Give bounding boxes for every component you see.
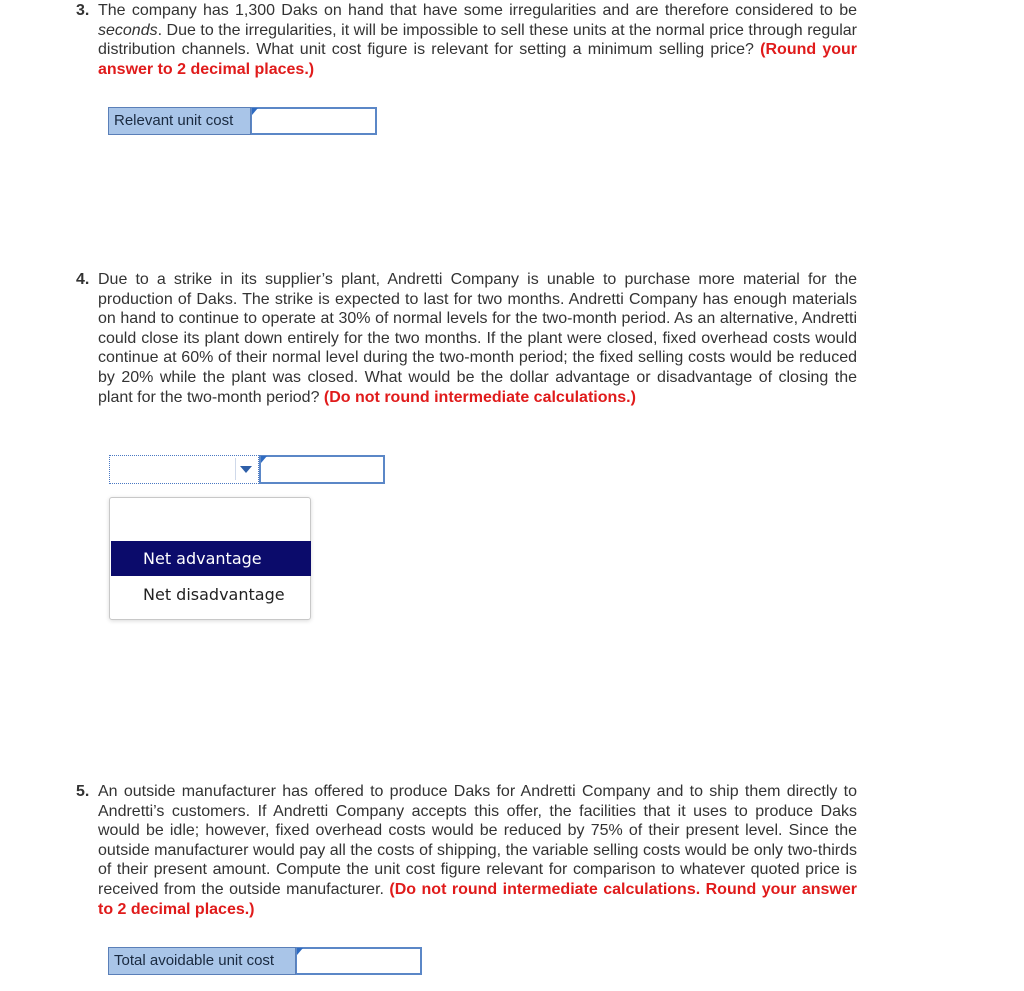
- advantage-dropdown-menu: [109, 497, 311, 620]
- select-toggle[interactable]: [235, 458, 256, 480]
- question-text: Due to a strike in its supplier’s plant, Andretti Company is unable to purchase more material for the production of Daks. The strike is expected to last for two months. Andretti Company has enough materials on hand to continue to operate at 30% of normal levels for the two-month period. As an alternative, Andretti could close its plant down entirely for the two months. If the plant were closed, fixed overhead costs would continue at 60% of their normal level during the two-month period; the fixed selling costs would be reduced by 20% while the plant was closed. What would be the dollar advantage or disadvantage of closing the plant for the two-month period? (Do not round intermediate calculations.): [98, 271, 857, 406]
- rounding-instruction: (Round your answer to 2 decimal places.): [98, 41, 858, 78]
- question-5: [76, 782, 857, 919]
- answer-row-relevant-unit-cost: [108, 107, 377, 135]
- total-avoidable-unit-cost-label: Total avoidable unit cost: [108, 947, 296, 975]
- flag-icon: [261, 456, 267, 463]
- total-avoidable-unit-cost-input-wrap: [296, 947, 422, 975]
- answer-row-total-avoidable-unit-cost: [108, 947, 422, 975]
- question-text: The company has 1,300 Daks on hand that have some irregularities and are therefore considered to be seconds. Due to the irregularities, it will be impossible to sell these units at the normal price through regular distribution channels. What unit cost figure is relevant for setting a minimum selling price? (Round your answer to 2 decimal places.): [98, 2, 858, 78]
- flag-icon: [297, 948, 303, 955]
- relevant-unit-cost-input[interactable]: [251, 107, 377, 135]
- dropdown-option-blank[interactable]: [111, 500, 311, 535]
- question-text: An outside manufacturer has offered to produce Daks for Andretti Company and to ship them directly to Andretti’s customers. If Andretti Company accepts this offer, the facilities that it uses to produce Daks would be idle; however, fixed overhead costs would be reduced by 75% of their present level. Since the outside manufacturer would pay all the costs of shipping, the variable selling costs would be only two-thirds of their present amount. Compute the unit cost figure relevant for comparison to whatever quoted price is received from the outside manufacturer. (Do not round intermediate calculations. Round your answer to 2 decimal places.): [98, 783, 857, 918]
- relevant-unit-cost-label: Relevant unit cost: [108, 107, 251, 135]
- dropdown-option-net-disadvantage[interactable]: Net disadvantage: [143, 585, 285, 604]
- question-number: 4.: [76, 271, 90, 288]
- flag-icon: [252, 108, 258, 115]
- advantage-amount-input-wrap: [259, 455, 385, 484]
- question-number: 5.: [76, 783, 90, 800]
- question-3: [76, 1, 857, 79]
- chevron-down-icon: [240, 466, 252, 473]
- question-4: [76, 270, 857, 407]
- rounding-instruction: (Do not round intermediate calculations.): [323, 388, 636, 406]
- advantage-select[interactable]: [109, 455, 259, 484]
- answer-row-advantage: [109, 455, 385, 484]
- question-number: 3.: [76, 2, 90, 19]
- total-avoidable-unit-cost-input[interactable]: [296, 947, 422, 975]
- relevant-unit-cost-input-wrap: [251, 107, 377, 135]
- rounding-instruction: (Do not round intermediate calculations. Round your answer to 2 decimal places.): [98, 880, 857, 918]
- advantage-amount-input[interactable]: [259, 455, 385, 484]
- dropdown-option-net-advantage[interactable]: Net advantage: [111, 541, 311, 576]
